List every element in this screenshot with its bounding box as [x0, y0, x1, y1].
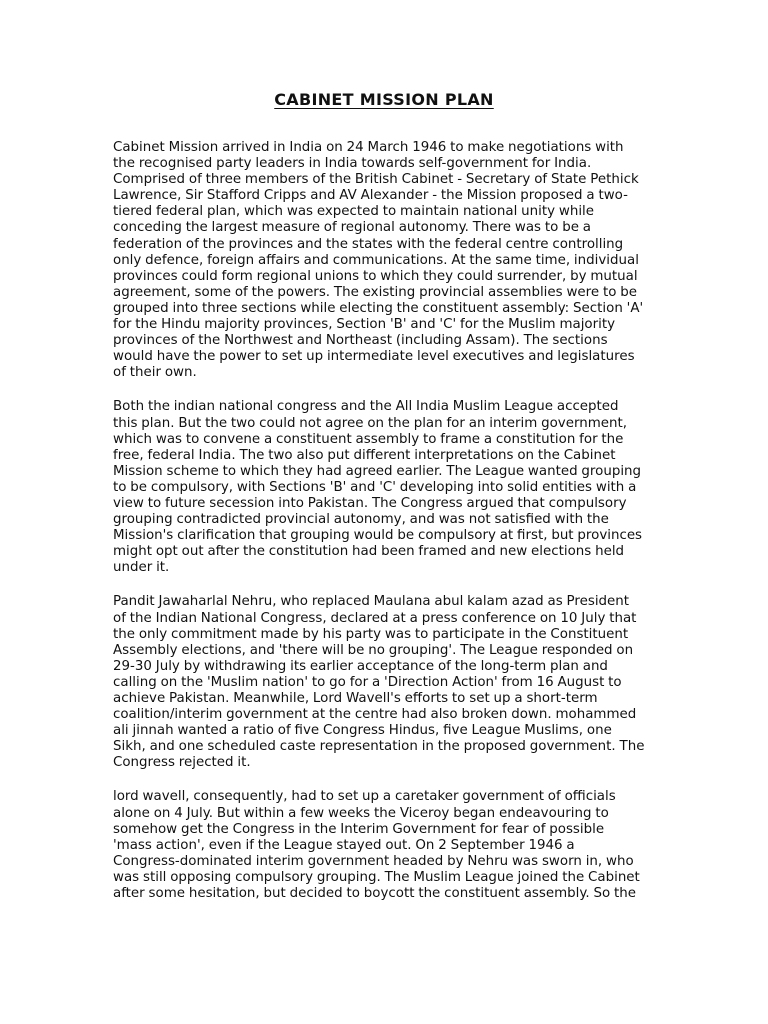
text-line: Mission scheme to which they had agreed earlier. The League wanted grouping [113, 463, 642, 479]
text-line: somehow get the Congress in the Interim Government for fear of possible [113, 821, 605, 837]
text-line: of their own. [113, 365, 197, 381]
text-line: 'mass action', even if the League stayed out. On 2 September 1946 a [113, 837, 575, 853]
paragraph [113, 594, 658, 771]
text-line: alone on 4 July. But within a few weeks the Viceroy began endeavouring to [113, 805, 609, 821]
text-line: Comprised of three members of the British Cabinet - Secretary of State Pethick [113, 172, 639, 188]
document-body [113, 140, 658, 920]
text-line: the only commitment made by his party was to participate in the Constituent [113, 626, 629, 642]
text-line: Cabinet Mission arrived in India on 24 March 1946 to make negotiations with [113, 140, 624, 155]
text-line: might opt out after the constitution had been framed and new elections held [113, 544, 625, 560]
text-line: view to future secession into Pakistan. The Congress argued that compulsory [113, 495, 627, 511]
paragraph [113, 140, 658, 381]
text-line: provinces of the Northwest and Northeast (including Assam). The sections [113, 333, 608, 349]
text-line: calling on the 'Muslim nation' to go for a 'Direction Action' from 16 August to [113, 674, 622, 690]
text-line: to be compulsory, with Sections 'B' and 'C' developing into solid entities with a [113, 479, 637, 495]
text-line: ali jinnah wanted a ratio of five Congress Hindus, five League Muslims, one [113, 723, 612, 739]
text-line: would have the power to set up intermediate level executives and legislatures [113, 349, 635, 365]
text-line: agreement, some of the powers. The existing provincial assemblies were to be [113, 284, 637, 300]
paragraph [113, 399, 658, 576]
text-line: under it. [113, 560, 170, 576]
text-line: Sikh, and one scheduled caste representation in the proposed government. The [113, 739, 645, 755]
text-line: 29-30 July by withdrawing its earlier acceptance of the long-term plan and [113, 658, 608, 674]
text-line: was still opposing compulsory grouping. The Muslim League joined the Cabinet [113, 869, 640, 885]
text-line: Assembly elections, and 'there will be no grouping'. The League responded on [113, 642, 634, 658]
text-line: Congress-dominated interim government headed by Nehru was sworn in, who [113, 853, 634, 869]
text-line: for the Hindu majority provinces, Section 'B' and 'C' for the Muslim majority [113, 317, 616, 333]
document-title: CABINET MISSION PLAN [274, 90, 494, 109]
text-line: conceding the largest measure of regional autonomy. There was to be a [113, 220, 591, 236]
text-line: tiered federal plan, which was expected to maintain national unity while [113, 204, 594, 220]
text-line: only defence, foreign affairs and communications. At the same time, individual [113, 252, 639, 268]
text-line: the recognised party leaders in India towards self-government for India. [113, 156, 592, 172]
text-line: this plan. But the two could not agree on the plan for an interim government, [113, 415, 627, 431]
text-line: achieve Pakistan. Meanwhile, Lord Wavell's efforts to set up a short-term [113, 691, 598, 706]
paragraph [113, 789, 658, 902]
text-line: lord wavell, consequently, had to set up a caretaker government of officials [113, 789, 616, 805]
text-line: federation of the provinces and the states with the federal centre controlling [113, 236, 624, 252]
text-line: Lawrence, Sir Stafford Cripps and AV Alexander - the Mission proposed a two- [113, 188, 628, 204]
text-line: Mission's clarification that grouping would be compulsory at first, but provinces [113, 528, 643, 544]
text-line: Congress rejected it. [113, 755, 251, 771]
text-line: provinces could form regional unions to which they could surrender, by mutual [113, 268, 638, 284]
text-line: after some hesitation, but decided to boycott the constituent assembly. So the [113, 886, 637, 902]
text-line: free, federal India. The two also put different interpretations on the Cabinet [113, 447, 616, 463]
text-line: Pandit Jawaharlal Nehru, who replaced Maulana abul kalam azad as President [113, 594, 630, 610]
text-line: of the Indian National Congress, declared at a press conference on 10 July that [113, 610, 637, 626]
text-line: grouped into three sections while electing the constituent assembly: Section 'A' [113, 300, 644, 316]
text-line: which was to convene a constituent assembly to frame a constitution for the [113, 431, 624, 447]
text-line: Both the indian national congress and the All India Muslim League accepted [113, 399, 619, 415]
text-line: grouping contradicted provincial autonomy, and was not satisfied with the [113, 512, 609, 528]
text-line: coalition/interim government at the centre had also broken down. mohammed [113, 707, 637, 723]
